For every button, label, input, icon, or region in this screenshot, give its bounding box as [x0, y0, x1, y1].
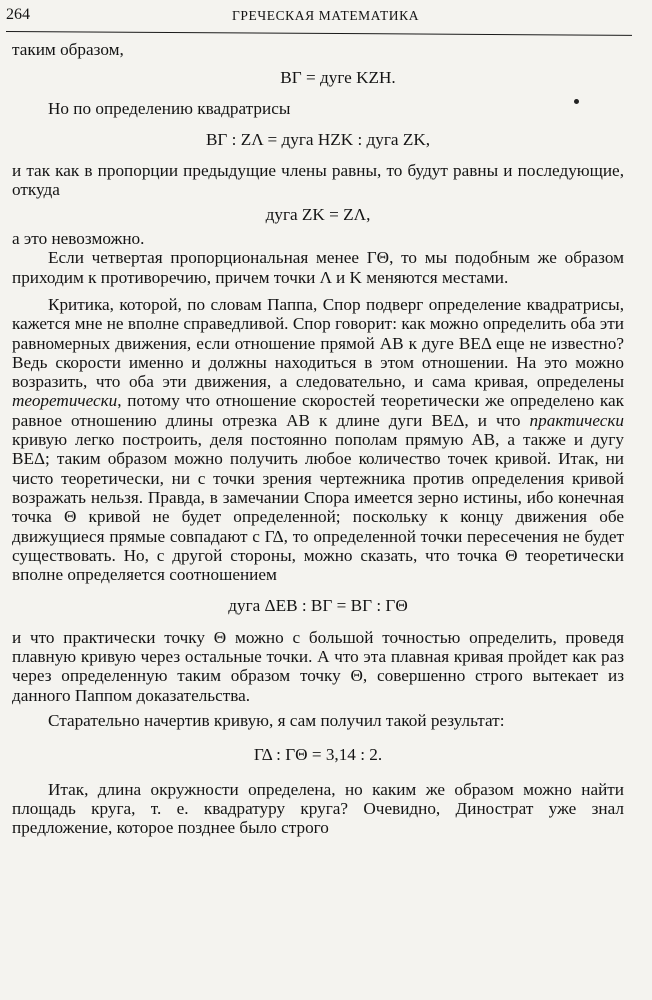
paragraph: Но по определению квадратрисы — [48, 98, 291, 118]
text-span: , потому что отношение скоростей теоретически же определено как равное отношению длины отрезка AB к длине дуги BEΔ, и что — [12, 391, 624, 430]
page-body — [12, 40, 624, 837]
paragraph: Итак, длина окружности определена, но каким же образом можно найти площадь круга, т. е. квадратуру круга? Очевидно, Динострат уже знал предложение, которое позднее было строго — [12, 779, 624, 838]
page-header — [0, 0, 652, 36]
formula-2: BΓ : ZΛ = дуга HZK : дуга ZK, — [205, 129, 431, 149]
italic-term: практически — [529, 410, 624, 430]
running-head: ГРЕЧЕСКАЯ МАТЕМАТИКА — [232, 8, 420, 23]
paragraph: Старательно начертив кривую, я сам получил такой результат: — [48, 710, 505, 730]
paragraph: и что практически точку Θ можно с большой точностью определить, проведя плавную кривую через остальные точки. А что эта плавная кривая пройдет как раз через определенную таким образом точку Θ, совершенно строго вытекает из данного Паппом доказательства. — [12, 627, 624, 705]
italic-term: теоретически — [12, 391, 118, 411]
header-rule — [6, 31, 632, 36]
page-number: 264 — [6, 6, 30, 23]
formula-4: дуга ΔEB : BΓ = BΓ : ΓΘ — [228, 596, 408, 616]
text-span: кривую легко построить, деля постоянно пополам прямую AB, а также и дугу BEΔ; таким образом можно получить любое количество точек кривой. Итак, ни чисто теоретически, ни с точки зрения чертежника против определения кривой возражать нельзя. Правда, в замечании Спора имеется зерно истины, ибо конечная точка Θ кривой не будет определенной; поскольку к концу движения обе движущиеся прямые совпадают с ΓΔ, то определенной точки пересечения не будет существовать. Но, с другой стороны, можно сказать, что точка Θ теоретически вполне определяется соотношением — [12, 430, 624, 585]
paragraph-critique — [12, 295, 624, 584]
text-line: а это невозможно. — [12, 229, 145, 249]
text-span: Критика, которой, по словам Паппа, Спор подверг определение квадратрисы, кажется мне не вполне справедливой. Спор говорит: как можно определить оба эти равномерных движения, если отношение прямой AB к дуге BEΔ еще не известно? Ведь скорости именно и должны находиться в этом отношении. На это можно возразить, что оба эти движения, а следовательно, и сама кривая, определены — [12, 294, 624, 392]
formula-5: ΓΔ : ΓΘ = 3,14 : 2. — [253, 745, 383, 765]
paragraph: Если четвертая пропорциональная менее ΓΘ, то мы подобным же образом приходим к противоречию, причем точки Λ и K меняются местами. — [12, 248, 624, 287]
formula-3: дуга ZK = ZΛ, — [265, 204, 371, 224]
text-line: таким образом, — [12, 40, 124, 59]
formula-1: BΓ = дуге KZH. — [280, 68, 396, 88]
paragraph: и так как в пропорции предыдущие члены равны, то будут равны и последующие, откуда — [12, 161, 624, 200]
